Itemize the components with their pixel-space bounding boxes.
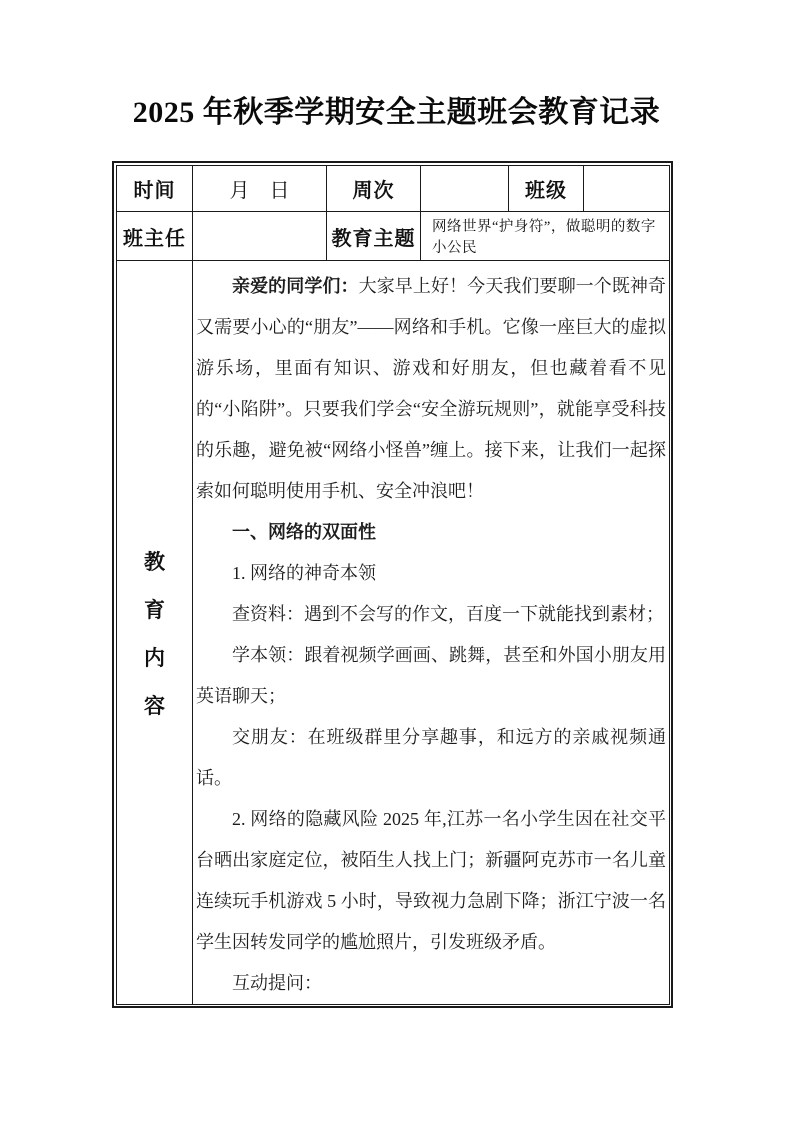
- content-run: 学本领：跟着视频学画画、跳舞，甚至和外国小朋友用英语聊天；: [196, 645, 666, 706]
- content-paragraph: [196, 799, 666, 963]
- teacher-value-cell: [193, 212, 327, 261]
- content-paragraph: [196, 553, 666, 594]
- content-label-cell: [117, 261, 193, 1005]
- class-value-cell: [584, 166, 670, 212]
- content-label-char: 育: [144, 597, 165, 622]
- week-value-cell: [421, 166, 509, 212]
- time-label-cell: 时间: [117, 166, 193, 212]
- theme-label-cell: 教育主题: [327, 212, 421, 261]
- content-paragraph: [196, 717, 666, 799]
- content-paragraph: [196, 594, 666, 635]
- class-label-cell: 班级: [509, 166, 584, 212]
- content-label-char: 内: [144, 645, 165, 670]
- content-label-char: 教: [144, 549, 165, 574]
- time-value-cell: 月 日: [193, 166, 327, 212]
- theme-value-cell: 网络世界“护身符”，做聪明的数字小公民: [421, 212, 670, 261]
- content-run: 互动提问：: [232, 973, 322, 993]
- table-row: [117, 261, 670, 1005]
- week-label-cell: 周次: [327, 166, 421, 212]
- page-title: 2025 年秋季学期安全主题班会教育记录: [132, 96, 661, 129]
- record-table: [112, 161, 673, 1008]
- content-paragraph: [196, 266, 666, 512]
- content-run: 大家早上好！今天我们要聊一个既神奇又需要小心的“朋友”——网络和手机。它像一座巨大的虚拟游乐场，里面有知识、游戏和好朋友，但也藏着看不见的“小陷阱”。只要我们学会“安全游玩规则”，就能享受科技的乐趣，避免被“网络小怪兽”缠上。接下来，让我们一起探索如何聪明使用手机、安全冲浪吧！: [196, 276, 666, 501]
- content-label-vertical: [118, 546, 191, 720]
- record-table-grid: [116, 165, 670, 1005]
- content-run: 交朋友：在班级群里分享趣事，和远方的亲戚视频通话。: [196, 727, 666, 788]
- teacher-label-cell: 班主任: [117, 212, 193, 261]
- content-paragraph: [196, 512, 666, 553]
- content-run-bold: 亲爱的同学们：: [232, 276, 359, 296]
- content-label-char: 容: [144, 693, 165, 718]
- content-cell: [193, 261, 670, 1005]
- content-run-bold: 一、网络的双面性: [232, 522, 376, 542]
- table-row: [117, 166, 670, 212]
- content-paragraph: [196, 635, 666, 717]
- content-run: 查资料：遇到不会写的作文，百度一下就能找到素材；: [232, 604, 664, 624]
- content-paragraph: [196, 963, 666, 1004]
- table-row: [117, 212, 670, 261]
- content-run: 2. 网络的隐藏风险 2025 年,江苏一名小学生因在社交平台晒出家庭定位，被陌生人找上门；新疆阿克苏市一名儿童连续玩手机游戏 5 小时，导致视力急剧下降；浙江宁波一名学生因转发同学的尴尬照片，引发班级矛盾。: [196, 809, 666, 952]
- content-run: 1. 网络的神奇本领: [232, 563, 376, 583]
